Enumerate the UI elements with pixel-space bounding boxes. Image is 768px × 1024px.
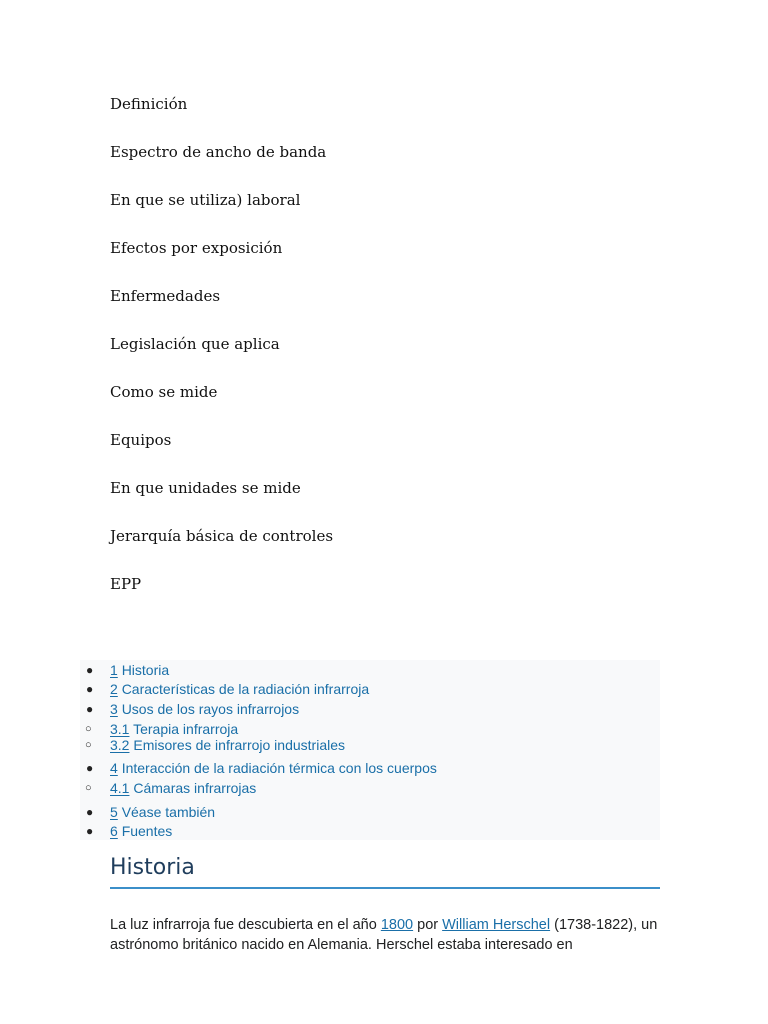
paragraph-text: (1738-1822), un astrónomo británico nacido en Alemania. Herschel estaba interesado en (110, 916, 658, 953)
toc-link[interactable]: 6 Fuentes (110, 823, 173, 839)
paragraph-text: La luz infrarroja fue descubierta en el año (110, 916, 381, 933)
circle-bullet-icon: ○ (85, 723, 92, 735)
bullet-icon: ● (86, 805, 94, 819)
section-paragraph (110, 915, 670, 955)
toc-link[interactable]: 3 Usos de los rayos infrarrojos (110, 701, 300, 717)
toc-link[interactable]: 3.2 Emisores de infrarrojo industriales (110, 737, 345, 753)
topic-item: Efectos por exposición (110, 239, 283, 257)
topic-item: EPP (110, 575, 142, 593)
bullet-icon: ● (86, 824, 94, 838)
topic-item: Enfermedades (110, 287, 221, 305)
toc-link[interactable]: 1 Historia (110, 662, 170, 678)
topic-item: Definición (110, 95, 188, 113)
circle-bullet-icon: ○ (85, 782, 92, 794)
topic-list (110, 92, 333, 620)
topic-item: En que unidades se mide (110, 479, 301, 497)
paragraph-text: por (413, 916, 443, 933)
bullet-icon: ● (86, 663, 94, 677)
topic-item: Espectro de ancho de banda (110, 143, 327, 161)
bullet-icon: ● (86, 761, 94, 775)
bullet-icon: ● (86, 682, 94, 696)
toc-link[interactable]: 4 Interacción de la radiación térmica con los cuerpos (110, 760, 437, 776)
toc-link[interactable]: 3.1 Terapia infrarroja (110, 721, 239, 737)
section-heading-historia: Historia (110, 853, 660, 889)
topic-item: Jerarquía básica de controles (110, 527, 334, 545)
topic-item: Como se mide (110, 383, 218, 401)
topic-item: En que se utiliza) laboral (110, 191, 301, 209)
bullet-icon: ● (86, 702, 94, 716)
link-year[interactable]: 1800 (380, 916, 414, 933)
circle-bullet-icon: ○ (85, 739, 92, 751)
topic-item: Legislación que aplica (110, 335, 280, 353)
topic-item: Equipos (110, 431, 172, 449)
link-william-herschel[interactable]: William Herschel (442, 916, 551, 933)
toc-link[interactable]: 5 Véase también (110, 804, 216, 820)
toc-link[interactable]: 4.1 Cámaras infrarrojas (110, 780, 257, 796)
toc-link[interactable]: 2 Características de la radiación infrarroja (110, 681, 370, 697)
table-of-contents (80, 660, 660, 840)
